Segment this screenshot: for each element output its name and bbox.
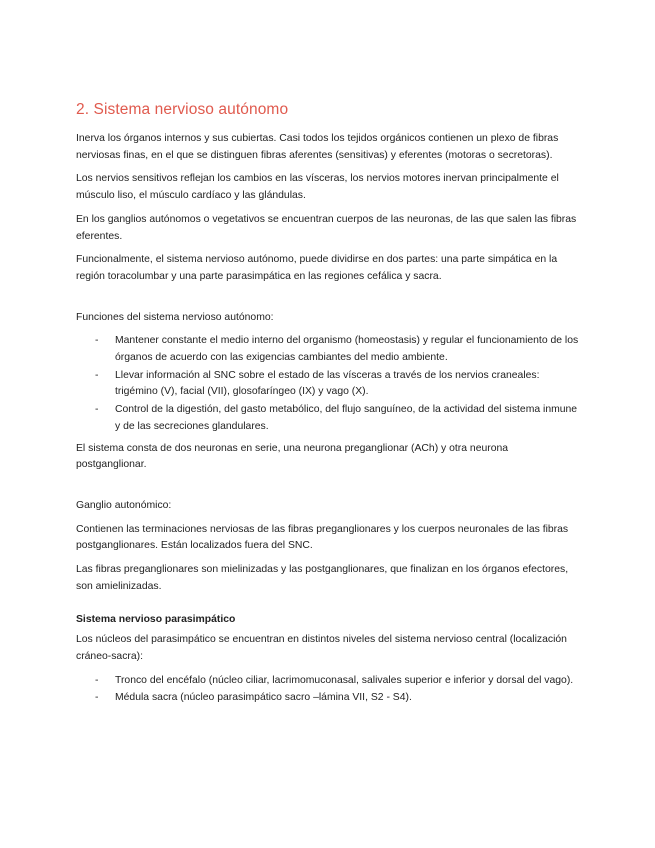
functions-heading: Funciones del sistema nervioso autónomo: (76, 311, 274, 323)
ganglion-heading: Ganglio autonómico: (76, 499, 172, 511)
paragraph-ganglia: En los ganglios autónomos o vegetativos se encuentran cuerpos de las neuronas, de las que salen las fibras eferentes. (76, 213, 577, 242)
list-item (76, 333, 579, 366)
paragraph-functional-division: Funcionalmente, el sistema nervioso autónomo, puede dividirse en dos partes: una parte simpática en la región toracolumbar y una parte parasimpática en las regiones cefálica y sacra. (76, 254, 558, 282)
dash-bullet: - (95, 692, 99, 704)
paragraph-ganglion-terminals: Contienen las terminaciones nerviosas de las fibras preganglionares y los cuerpos neuronales de las fibras postganglionares. Están localizados fuera del SNC. (76, 523, 569, 552)
list-item-text: Tronco del encéfalo (núcleo ciliar, lacrimomuconasal, salivales superior e inferior y dorsal del vago). (115, 674, 574, 686)
paragraph-sensitive-nerves: Los nervios sensitivos reflejan los cambios en las vísceras, los nervios motores inervan principalmente el músculo liso, el músculo cardíaco y las glándulas. (76, 173, 559, 202)
section-title: 2. Sistema nervioso autónomo (76, 101, 289, 118)
parasympathetic-list (76, 673, 579, 707)
list-item (76, 673, 579, 690)
paragraph-parasympathetic-intro: Los núcleos del parasimpático se encuentran en distintos niveles del sistema nervioso central (localización cráneo-sacra): (76, 634, 567, 662)
list-item (76, 402, 579, 435)
parasympathetic-heading: Sistema nervioso parasimpático (76, 614, 236, 626)
list-item-text: Médula sacra (núcleo parasimpático sacro –lámina VII, S2 - S4). (115, 692, 412, 704)
paragraph-two-neurons: El sistema consta de dos neuronas en serie, una neurona preganglionar (ACh) y otra neurona postganglionar. (76, 442, 509, 471)
list-item-text: Mantener constante el medio interno del organismo (homeostasis) y regular el funcionamiento de los órganos de acuerdo con las exigencias cambiantes del medio ambiente. (115, 335, 579, 364)
dash-bullet: - (95, 335, 99, 347)
list-item-text: Control de la digestión, del gasto metabólico, del flujo sanguíneo, de la actividad del sistema inmune y de las secreciones glandulares. (115, 404, 578, 432)
paragraph-intro: Inerva los órganos internos y sus cubiertas. Casi todos los tejidos orgánicos contienen un plexo de fibras nerviosas finas, en el que se distinguen fibras aferentes (sensitivas) y eferentes (motoras o secretoras). (76, 133, 559, 161)
functions-list (76, 333, 579, 435)
paragraph-ganglion-fibers: Las fibras preganglionares son mielinizadas y las postganglionares, que finalizan en los órganos efectores, son amielinizadas. (76, 564, 569, 592)
list-item (76, 368, 579, 401)
dash-bullet: - (95, 674, 99, 686)
list-item (76, 690, 579, 707)
list-item-text: Llevar información al SNC sobre el estado de las vísceras a través de los nervios craneales: trigémino (V), facial (VII), glosofaríngeo (IX) y vago (X). (115, 369, 540, 398)
dash-bullet: - (95, 369, 99, 381)
dash-bullet: - (95, 404, 99, 416)
